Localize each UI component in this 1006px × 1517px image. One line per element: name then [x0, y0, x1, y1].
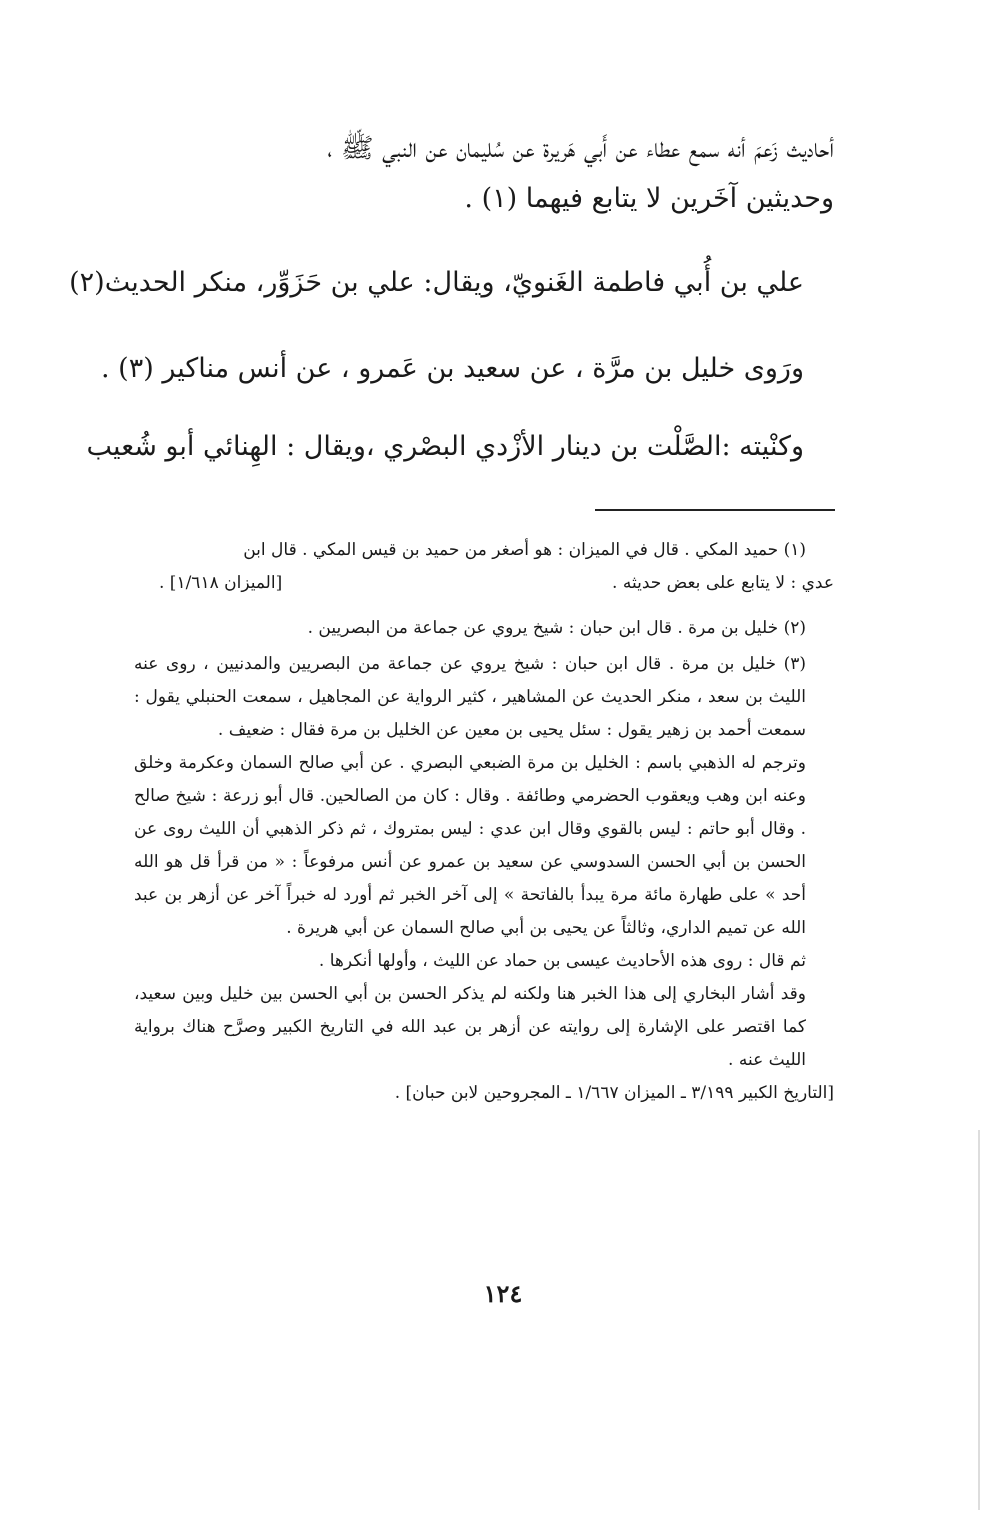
footnote-paragraph: (٣) خليل بن مرة . قال ابن حبان : شيخ يروي عن جماعة من البصريين والمدنيين ، روى عنه الليث بن سعد ، منكر الحديث عن المشاهير ، كثير الرواية عن المجاهيل ، سمعت الحنبلي يقول : سمعت أحمد بن زهير يقول : سئل يحيى بن معين عن الخليل بن مرة فقال : ضعيف .: [134, 654, 806, 740]
footnote-reference: [الميزان ١/٦١٨] .: [159, 573, 283, 593]
footnote-line: [134, 567, 834, 600]
footnote-paragraph: ثم قال : روى هذه الأحاديث عيسى بن حماد عن الليث ، وأولها أنكرها .: [318, 951, 806, 971]
footnote-paragraph: وقد أشار البخاري إلى هذا الخبر هنا ولكنه لم يذكر الحسن بن أبي الحسن بين خليل وبين سعيد، كما اقتصر على الإشارة إلى روايته عن أزهر بن عبد الله في التاريخ الكبير وصرَّح هناك برواية الليث عنه .: [134, 984, 806, 1070]
footnote-text: عدي : لا يتابع على بعض حديثه .: [612, 573, 834, 593]
page-number: ١٢٤: [483, 1279, 523, 1308]
footnote-2: (٢) خليل بن مرة . قال ابن حبان : شيخ يروي عن جماعة من البصريين .: [307, 618, 806, 638]
footnote-reference: [التاريخ الكبير ٣/١٩٩ ـ الميزان ١/٦٦٧ ـ المجروحين لابن حبان] .: [394, 1083, 834, 1103]
footnote-paragraph: وترجم له الذهبي باسم : الخليل بن مرة الضبعي البصري . عن أبي صالح السمان وعكرمة وخلق وعنه ابن وهب ويعقوب الحضرمي وطائفة . وقال : كان من الصالحين. قال أبو زرعة : شيخ صالح . وقال أبو حاتم : ليس بالقوي وقال ابن عدي : ليس بمتروك ، ثم ذكر الذهبي أن الليث روى عن الحسن بن أبي الحسن السدوسي عن سعيد بن عمرو عن أنس مرفوعاً : « من قرأ قل هو الله أحد » على طهارة مائة مرة يبدأ بالفاتحة » إلى آخر الخبر ثم أورد له خبراً آخر عن أزهر بن عبد الله عن تميم الداري، وثالثاً عن يحيى بن أبي صالح السمان عن أبي هريرة .: [134, 753, 806, 938]
main-paragraph-4: وكنْيته :الصَّلْت بن دينار الأزْدي البصْري ،ويقال : الهِنائي أبو شُعيب: [86, 431, 804, 462]
footnote-line: (١) حميد المكي . قال في الميزان : هو أصغر من حميد بن قيس المكي . قال ابن: [243, 540, 806, 560]
main-paragraph-1: [134, 124, 834, 224]
scan-edge-mark: [978, 1130, 980, 1510]
main-paragraph-3: ورَوى خليل بن مرَّة ، عن سعيد بن عَمرو ، عن أنس مناكير (٣) .: [101, 353, 804, 384]
main-paragraph-2: علي بن أُبي فاطمة الغَنويّ، ويقال: علي بن حَزَوِّر، منكر الحديث(٢): [69, 267, 804, 298]
footnote-separator: [595, 509, 835, 511]
main-line: أحاديث زَعمَ أنه سمع عطاء عن أَبي هَريرة عن سُليمان عن النبي ﷺ ،: [327, 133, 834, 164]
footnote-1: [134, 534, 834, 600]
footnote-3: [134, 648, 834, 1110]
main-line: وحديثين آخَرين لا يتابع فيهما (١) .: [464, 183, 834, 214]
